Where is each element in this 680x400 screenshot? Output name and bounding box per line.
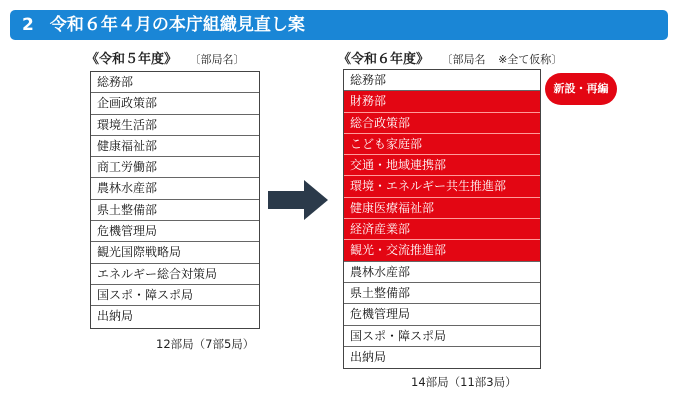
left-dept-row: 県土整備部: [91, 200, 259, 221]
right-dept-row: 出納局: [350, 349, 387, 364]
left-dept-row: 環境生活部: [91, 115, 259, 136]
left-column-title: [86, 48, 245, 67]
left-dept-row: 危機管理局: [91, 221, 259, 242]
left-dept-row: エネルギー総合対策局: [91, 264, 259, 285]
right-dept-row: 総合政策部: [344, 113, 540, 134]
right-dept-row: こども家庭部: [344, 134, 540, 155]
left-dept-row: 国スポ・障スポ局: [91, 285, 259, 306]
left-dept-row: 健康福祉部: [91, 136, 259, 157]
right-dept-row: 観光・交流推進部: [344, 240, 540, 261]
right-total: 14部局（11部3局）: [411, 375, 517, 389]
right-dept-row: 総務部: [344, 70, 540, 91]
right-note: ※全て仮称〕: [498, 53, 563, 66]
left-dept-row: 出納局: [97, 309, 134, 324]
section-header: [10, 10, 668, 40]
right-year-title: 《令和６年度》: [338, 52, 430, 67]
right-dept-row: 危機管理局: [344, 304, 540, 325]
new-reorg-badge: 新設・再編: [545, 73, 617, 105]
section-number: 2: [22, 15, 34, 35]
right-arrow-icon: [268, 180, 330, 220]
right-dept-row: 環境・エネルギー共生推進部: [344, 176, 540, 197]
left-dept-row: 観光国際戦略局: [91, 242, 259, 263]
right-dept-row: 健康医療福祉部: [344, 198, 540, 219]
right-dept-row: 農林水産部: [344, 262, 540, 283]
left-dept-row: 企画政策部: [91, 93, 259, 114]
left-subtitle: 〔部局名〕: [189, 53, 245, 66]
left-dept-table: [90, 71, 260, 329]
left-total: 12部局（7部5局）: [156, 337, 255, 351]
right-dept-row: 交通・地域連携部: [344, 155, 540, 176]
left-year-title: 《令和５年度》: [86, 52, 178, 67]
right-column-title: [338, 48, 562, 67]
right-dept-row: 県土整備部: [344, 283, 540, 304]
left-dept-row: 農林水産部: [91, 178, 259, 199]
right-dept-row: 財務部: [344, 91, 540, 112]
right-subtitle: 〔部局名: [441, 53, 486, 66]
left-dept-row: 総務部: [91, 72, 259, 93]
right-dept-table: [343, 69, 541, 369]
left-dept-row: 商工労働部: [91, 157, 259, 178]
section-title: 令和６年４月の本庁組織見直し案: [49, 15, 305, 35]
right-dept-row: 経済産業部: [344, 219, 540, 240]
right-dept-row: 国スポ・障スポ局: [344, 326, 540, 347]
